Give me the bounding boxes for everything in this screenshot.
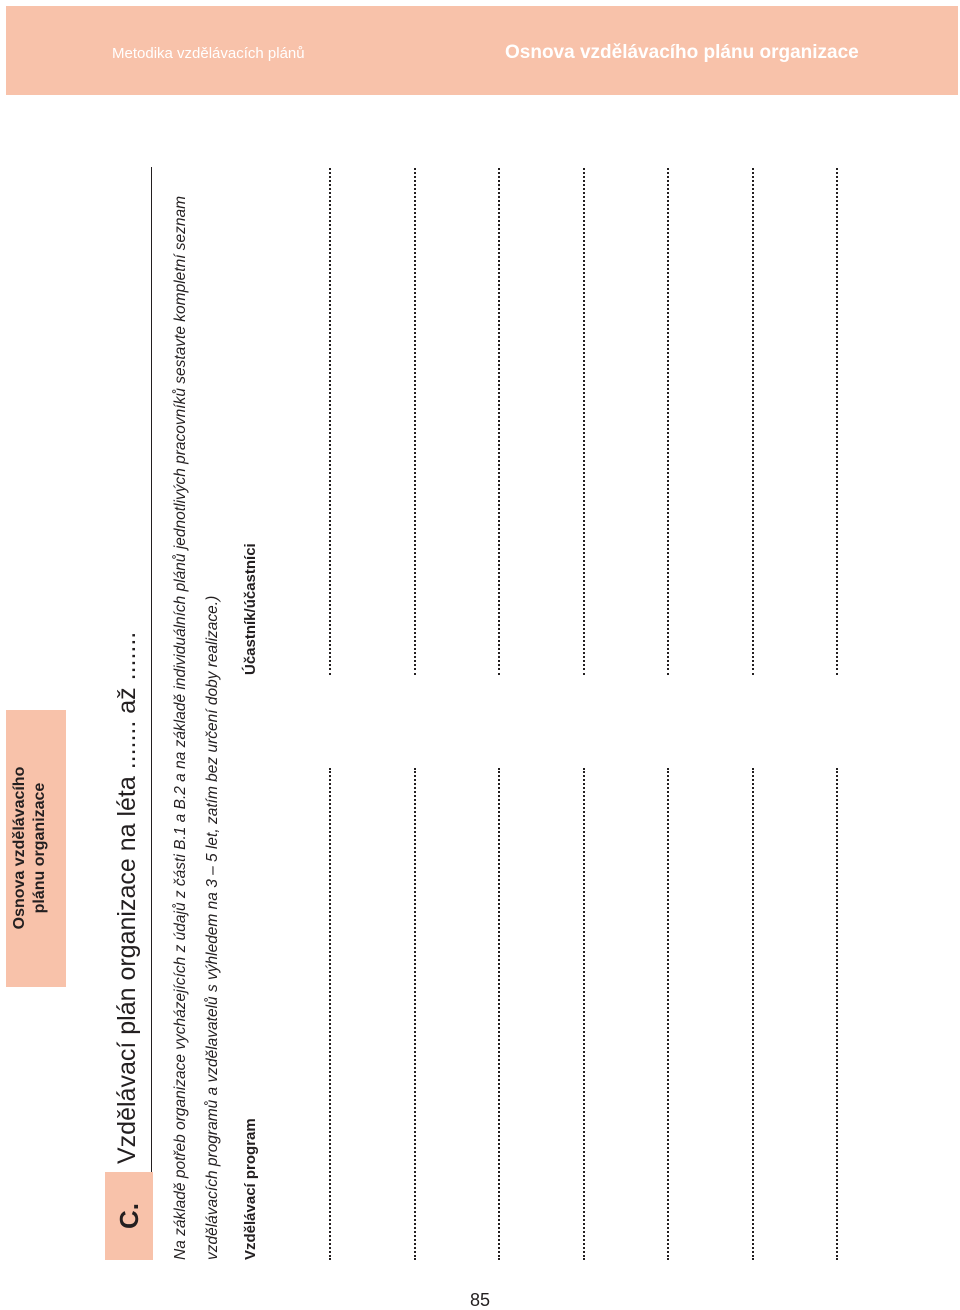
program-fill-line[interactable]: [329, 768, 331, 1260]
title-underline: [151, 167, 152, 1172]
participant-fill-line[interactable]: [752, 168, 754, 675]
header-left-text: Metodika vzdělávacích plánů: [112, 45, 305, 62]
section-content: [105, 160, 865, 1260]
side-tab-line1: Osnova vzdělávacího: [11, 766, 28, 930]
side-tab-text: [0, 710, 60, 987]
page-number: 85: [470, 1290, 491, 1310]
participant-fill-line[interactable]: [414, 168, 416, 675]
program-fill-line[interactable]: [498, 768, 500, 1260]
section-letter-badge: C.: [105, 1172, 153, 1260]
program-fill-line[interactable]: [752, 768, 754, 1260]
participant-fill-line[interactable]: [329, 168, 331, 675]
section-title: Vzdělávací plán organizace na léta ....... až .......: [113, 631, 141, 1164]
section-title-row: [105, 160, 153, 1260]
participant-fill-line[interactable]: [667, 168, 669, 675]
header-right-text: Osnova vzdělávacího plánu organizace: [505, 42, 859, 63]
column-header-program: Vzdělávací program: [242, 1118, 259, 1260]
column-header-participants: Účastník/účastníci: [242, 543, 259, 675]
program-fill-line[interactable]: [667, 768, 669, 1260]
program-fill-line[interactable]: [583, 768, 585, 1260]
program-fill-line[interactable]: [836, 768, 838, 1260]
participant-fill-line[interactable]: [498, 168, 500, 675]
participant-fill-line[interactable]: [836, 168, 838, 675]
side-tab-line2: plánu organizace: [31, 782, 48, 914]
participant-fill-line[interactable]: [583, 168, 585, 675]
program-fill-line[interactable]: [414, 768, 416, 1260]
section-intro: Na základě potřeb organizace vycházejících z údajů z části B.1 a B.2 a na základě individuálních plánů jednotlivých pracovníků sestavte kompletní seznam vzdělávacích programů a vzdělavatelů s výhledem na 3 – 5 let, zatím bez určení doby realizace.): [172, 195, 221, 1260]
